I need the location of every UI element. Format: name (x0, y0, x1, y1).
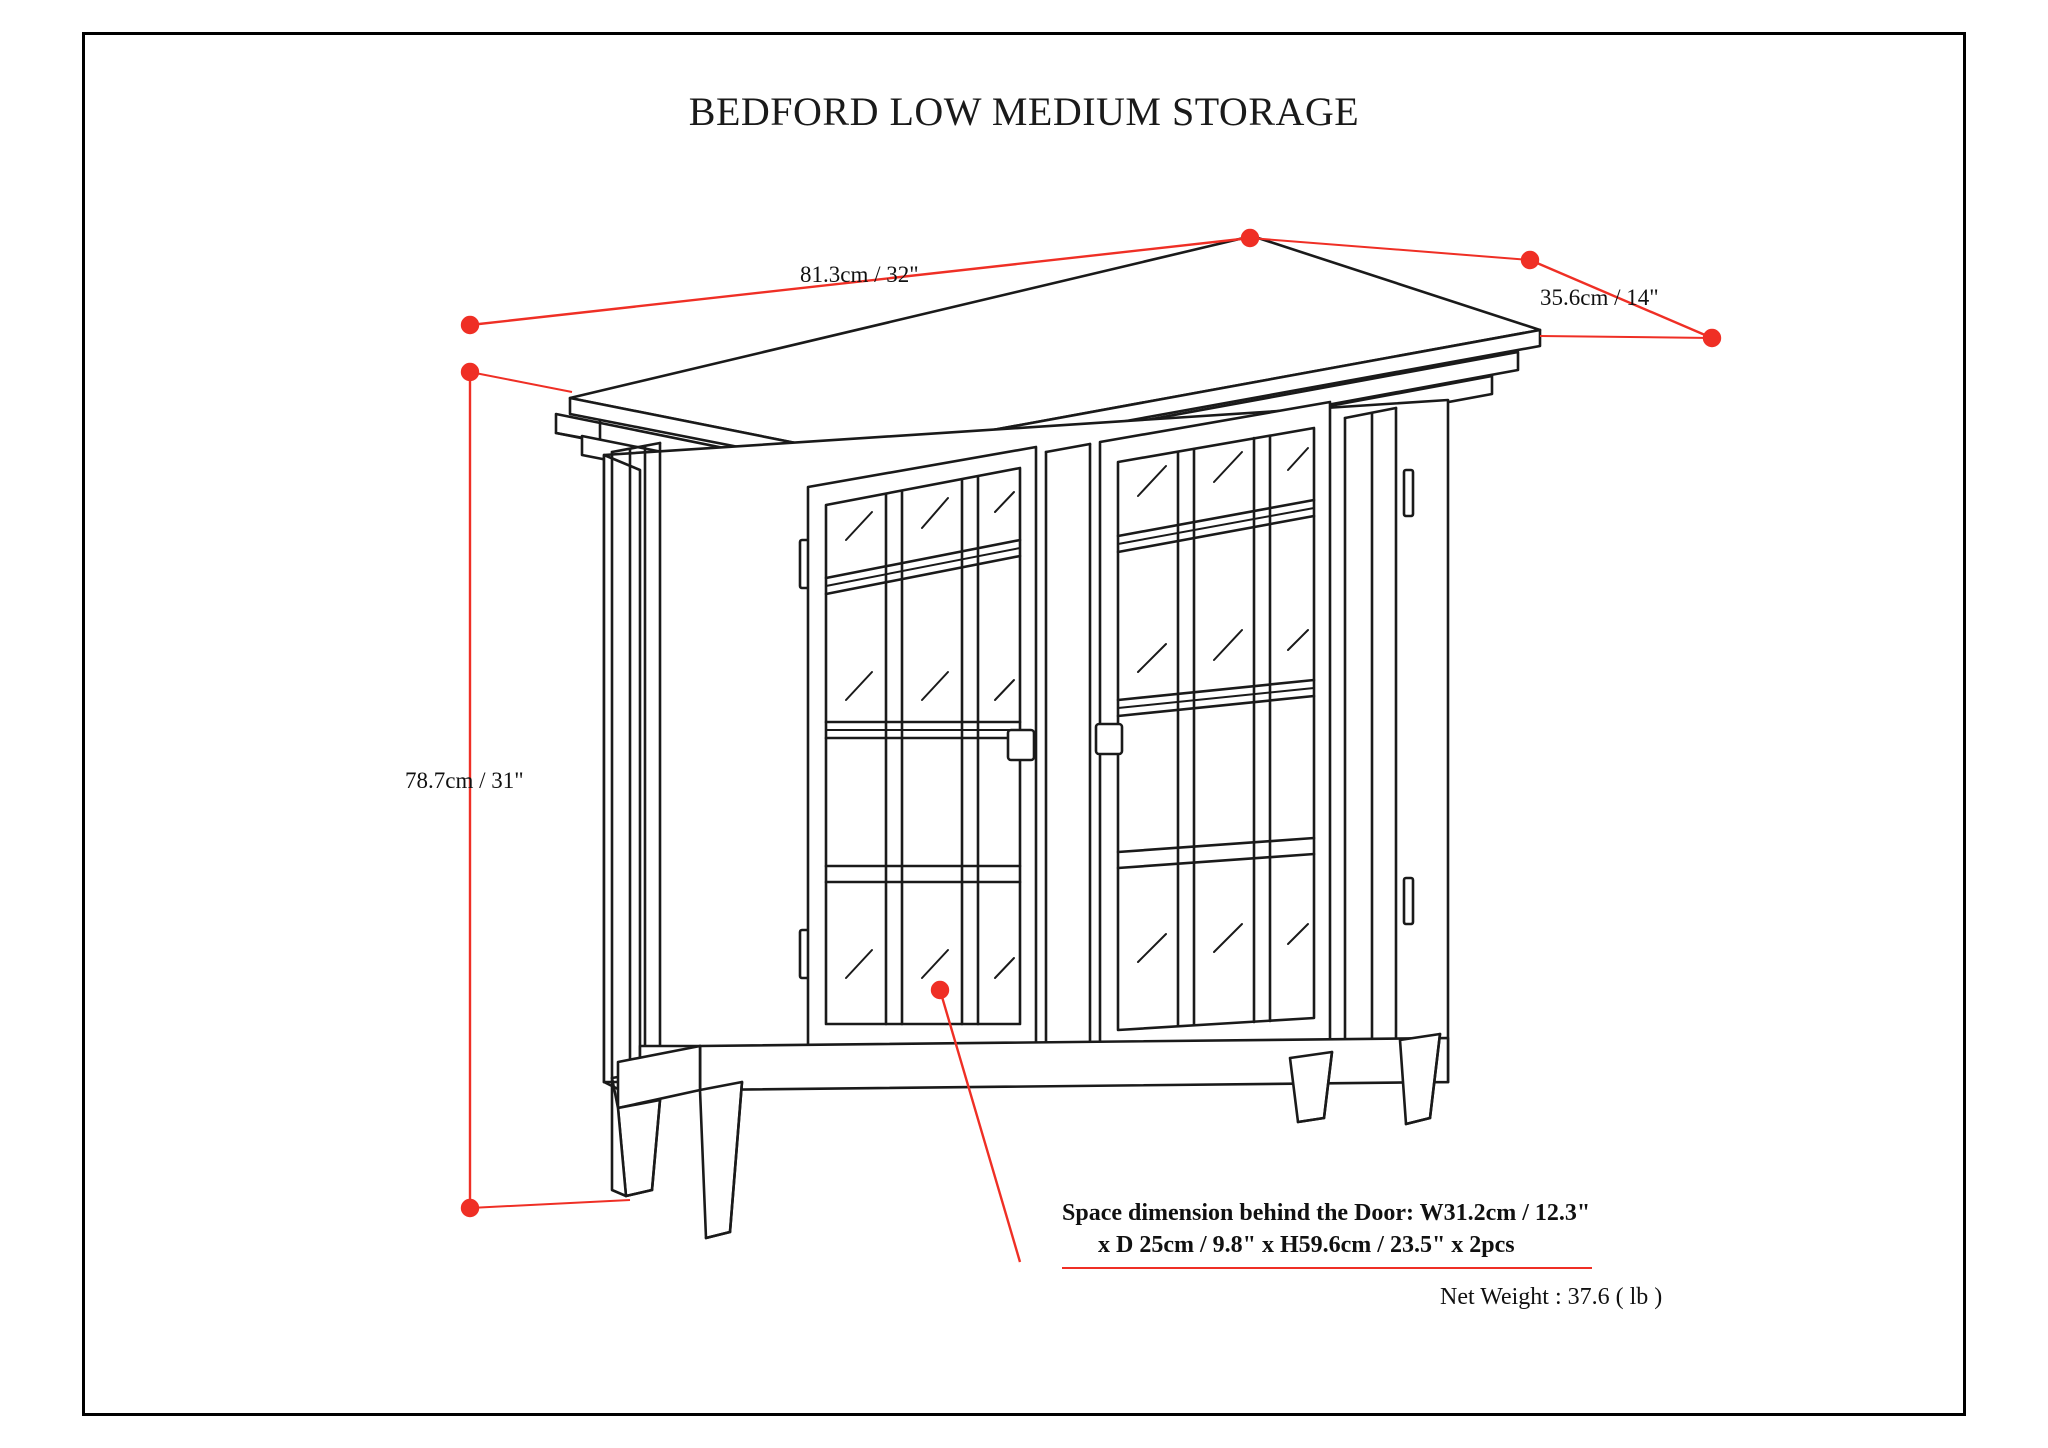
space-dimension-note-line2: x D 25cm / 9.8" x H59.6cm / 23.5" x 2pcs (1098, 1232, 1515, 1258)
dimension-depth-label: 35.6cm / 14" (1540, 285, 1659, 310)
space-dimension-note-line1: Space dimension behind the Door: W31.2cm / 12.3" (1062, 1200, 1591, 1226)
page-title: BEDFORD LOW MEDIUM STORAGE (688, 89, 1360, 134)
net-weight-label: Net Weight : 37.6 ( lb ) (1440, 1284, 1663, 1310)
dimension-width-label: 81.3cm / 32" (800, 262, 919, 287)
dimension-height-label: 78.7cm / 31" (405, 768, 524, 793)
